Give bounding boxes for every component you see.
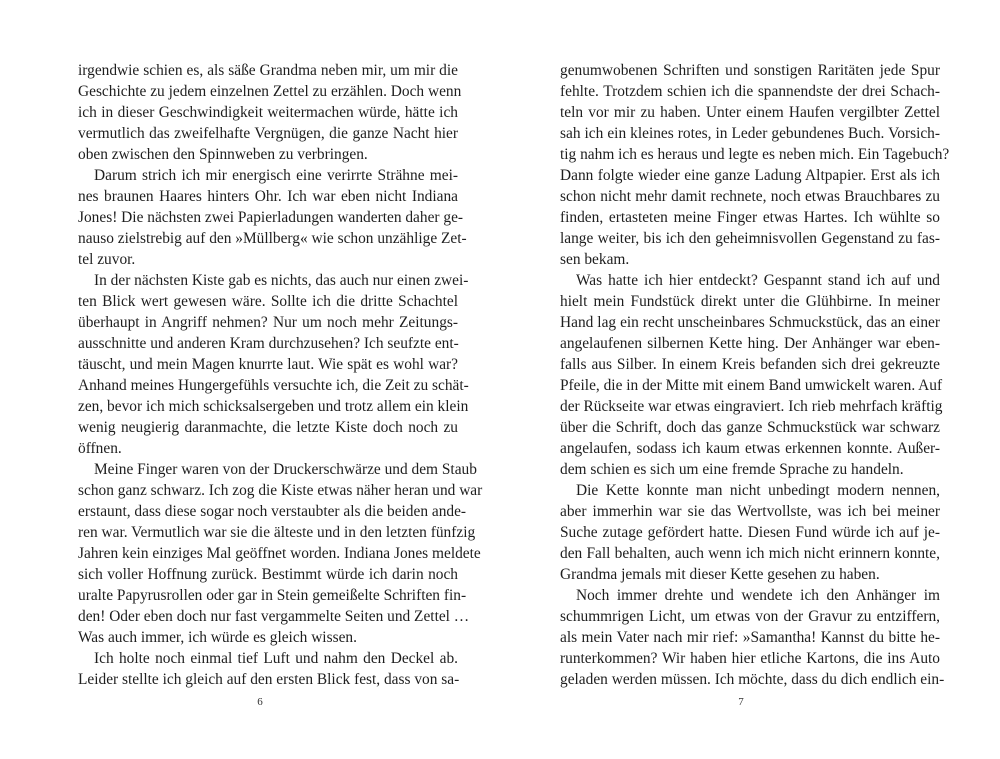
left-page-text: [78, 60, 483, 690]
text-line: Geschichte zu jedem einzelnen Zettel zu erzählen. Doch wenn: [78, 83, 462, 100]
text-line: geladen werden müssen. Ich möchte, dass du dich endlich ein-: [560, 671, 945, 688]
text-line: tel zuvor.: [78, 251, 136, 268]
text-line: Grandma jemals mit dieser Kette gesehen zu haben.: [560, 566, 880, 583]
text-line: ich in dieser Geschwindigkeit weitermachen würde, hätte ich: [78, 104, 458, 121]
text-line: Jahren kein einziges Mal geöffnet worden. Indiana Jones meldete: [78, 545, 481, 562]
text-line: Pfeile, die in der Mitte mit einem Band umwickelt waren. Auf: [560, 377, 943, 394]
text-line: Suche zutage gefördert hatte. Diesen Fund würde ich auf je-: [560, 524, 940, 541]
text-line: Meine Finger waren von der Druckerschwärze und dem Staub: [94, 461, 477, 478]
text-line: Dann folgte wieder eine ganze Ladung Altpapier. Erst als ich: [560, 167, 940, 184]
text-line: Die Kette konnte man nicht unbedingt modern nennen,: [576, 482, 940, 499]
text-line: teln vor mir zu haben. Unter einem Haufen vergilbter Zettel: [560, 104, 940, 121]
text-line: genumwobenen Schriften und sonstigen Raritäten jede Spur: [560, 62, 940, 79]
text-line: täuscht, und mein Magen knurrte laut. Wie spät es wohl war?: [78, 356, 458, 373]
text-line: den Fall behalten, auch wenn ich mich nicht erinnern konnte,: [560, 545, 940, 562]
text-line: oben zwischen den Spinnweben zu verbringen.: [78, 146, 368, 163]
text-line: hielt mein Fundstück direkt unter die Glühbirne. In meiner: [560, 293, 940, 310]
text-line: der Rückseite war etwas eingraviert. Ich rieb mehrfach kräftig: [560, 398, 943, 415]
text-line: dem schien es sich um eine fremde Sprache zu handeln.: [560, 461, 904, 478]
text-line: irgendwie schien es, als säße Grandma neben mir, um mir die: [78, 62, 458, 79]
page-number-right: 7: [738, 696, 744, 708]
text-line: tig nahm ich es heraus und legte es neben mich. Ein Tagebuch?: [560, 146, 950, 163]
text-line: uralte Papyrusrollen oder gar in Stein gemeißelte Schriften fin-: [78, 587, 467, 604]
text-line: Ich holte noch einmal tief Luft und nahm den Deckel ab.: [94, 650, 458, 667]
text-line: als mein Vater nach mir rief: »Samantha! Kannst du bitte he-: [560, 629, 940, 646]
text-line: schon nicht mehr damit rechnete, noch etwas Brauchbares zu: [560, 188, 940, 205]
text-line: schon ganz schwarz. Ich zog die Kiste etwas näher heran und war: [78, 482, 483, 499]
text-line: den! Oder eben doch nur fast vergammelte Seiten und Zettel …: [78, 608, 470, 625]
text-line: wenig neugierig daranmachte, die letzte Kiste doch noch zu: [78, 419, 458, 436]
text-line: angelaufen, sodass ich kaum etwas erkennen konnte. Außer-: [560, 440, 940, 457]
text-line: zen, bevor ich mich schicksalsergeben und trotz allem ein klein: [78, 398, 469, 415]
text-line: nes braunen Haares hinters Ohr. Ich war eben nicht Indiana: [78, 188, 458, 205]
page-number-left: 6: [257, 696, 263, 708]
text-line: nauso zielstrebig auf den »Müllberg« wie schon unzählige Zet-: [78, 230, 467, 247]
text-line: erstaunt, dass diese sogar noch verstaubter als die beiden ande-: [78, 503, 467, 520]
text-line: Darum strich ich mir energisch eine verirrte Strähne mei-: [94, 167, 458, 184]
text-line: ten Blick wert gewesen wäre. Sollte ich die dritte Schachtel: [78, 293, 458, 310]
text-line: aber immerhin war sie das Wertvollste, was ich bei meiner: [560, 503, 940, 520]
text-line: Leider stellte ich gleich auf den ersten Blick fest, dass von sa-: [78, 671, 460, 688]
text-line: Noch immer drehte und wendete ich den Anhänger im: [576, 587, 940, 604]
text-line: überhaupt in Angriff nehmen? Nur um noch mehr Zeitungs-: [78, 314, 458, 331]
text-line: ausschnitte und anderen Kram durchzusehen? Ich seufzte ent-: [78, 335, 459, 352]
text-line: fehlte. Trotzdem schien ich die spannendste der drei Schach-: [560, 83, 940, 100]
text-line: über die Schrift, doch das ganze Schmuckstück war schwarz: [560, 419, 940, 436]
text-line: sah ich ein kleines rotes, in Leder gebundenes Buch. Vorsich-: [560, 125, 940, 142]
text-line: falls aus Silber. In einem Kreis befanden sich drei gekreuzte: [560, 356, 940, 373]
text-line: Jones! Die nächsten zwei Papierladungen wanderten daher ge-: [78, 209, 464, 226]
text-line: vermutlich das zweifelhafte Vergnügen, die ganze Nacht hier: [78, 125, 458, 142]
right-page-text: [560, 60, 950, 690]
text-line: sen bekam.: [560, 251, 630, 268]
text-line: ren war. Vermutlich war sie die älteste und in den letzten fünfzig: [78, 524, 476, 541]
text-line: lange weiter, bis ich den geheimnisvollen Gegenstand zu fas-: [560, 230, 940, 247]
text-line: finden, ertasteten meine Finger etwas Hartes. Ich wühlte so: [560, 209, 940, 226]
text-line: Anhand meines Hungergefühls versuchte ich, die Zeit zu schät-: [78, 377, 469, 394]
text-line: sich voller Hoffnung zurück. Bestimmt würde ich darin noch: [78, 566, 458, 583]
text-line: In der nächsten Kiste gab es nichts, das auch nur einen zwei-: [94, 272, 469, 289]
text-line: Was auch immer, ich würde es gleich wissen.: [78, 629, 357, 646]
text-line: schummrigen Licht, um etwas von der Gravur zu entziffern,: [560, 608, 940, 625]
text-line: angelaufenen silbernen Kette hing. Der Anhänger war eben-: [560, 335, 940, 352]
text-line: runterkommen? Wir haben hier etliche Kartons, die ins Auto: [560, 650, 940, 667]
text-line: Hand lag ein recht unscheinbares Schmuckstück, das an einer: [560, 314, 940, 331]
text-line: öffnen.: [78, 440, 122, 457]
text-line: Was hatte ich hier entdeckt? Gespannt stand ich auf und: [576, 272, 940, 289]
